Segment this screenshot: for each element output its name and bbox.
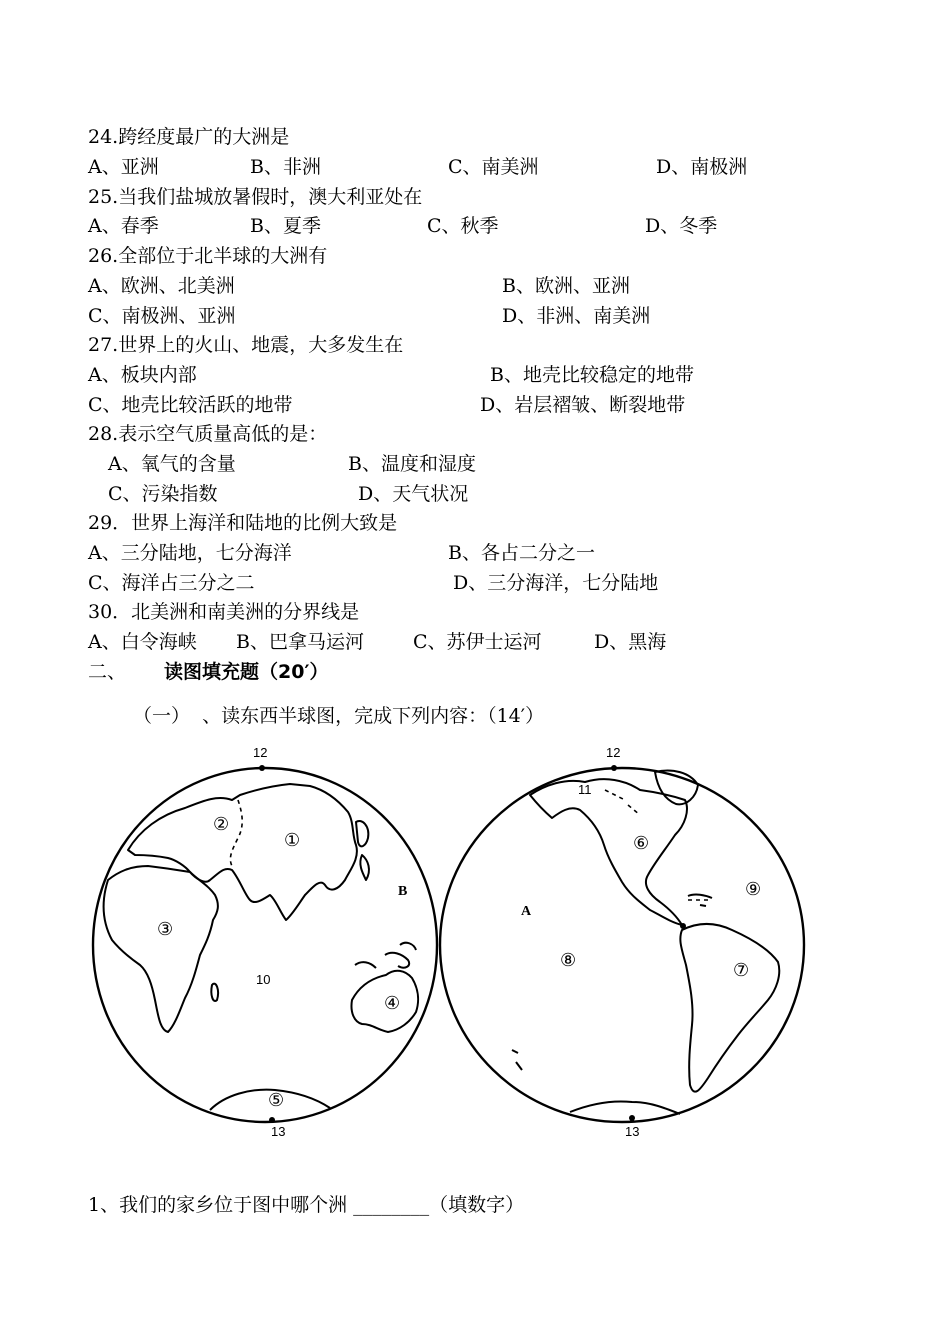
- q28-option-d: D、天气状况: [358, 483, 469, 505]
- kamchatka: [360, 855, 369, 880]
- japan-islands: [356, 821, 368, 846]
- q25-option-c: C、秋季: [427, 215, 499, 237]
- q28-stem: 28.表示空气质量高低的是：: [88, 423, 328, 445]
- antarctica-west: [570, 1101, 680, 1114]
- q29-option-b: B、各占二分之一: [448, 542, 595, 564]
- q24-option-c: C、南美洲: [448, 156, 539, 178]
- q28-option-c: C、污染指数: [108, 483, 218, 505]
- q25-option-d: D、冬季: [645, 215, 718, 237]
- section-title: 读图填充题（20′）: [164, 661, 329, 683]
- label-9: ⑨: [745, 879, 762, 900]
- west-bottom-label: 13: [625, 1124, 640, 1139]
- label-1: ①: [284, 830, 301, 851]
- q29-option-a: A、三分陆地，七分海洋: [88, 542, 292, 564]
- africa-outline: [104, 866, 218, 1032]
- madagascar: [211, 984, 218, 1001]
- q30-stem: 30．北美洲和南美洲的分界线是: [88, 601, 360, 623]
- label-5: ⑤: [268, 1090, 285, 1111]
- q29-stem: 29．世界上海洋和陆地的比例大致是: [88, 512, 398, 534]
- panama-dot: [680, 923, 686, 929]
- subsection-title: （一） 、读东西半球图，完成下列内容：（14′）: [133, 705, 545, 727]
- pacific-islands: [512, 1050, 522, 1070]
- q27-option-c: C、地壳比较活跃的地带: [88, 394, 293, 416]
- q24-option-a: A、亚洲: [88, 156, 159, 178]
- label-3: ③: [157, 919, 174, 940]
- q26-option-d: D、非洲、南美洲: [502, 305, 651, 327]
- label-2: ②: [213, 814, 230, 835]
- q29-option-d: D、三分海洋，七分陆地: [453, 572, 659, 594]
- q27-option-a: A、板块内部: [88, 364, 197, 386]
- q30-option-b: B、巴拿马运河: [236, 631, 364, 653]
- label-4: ④: [384, 993, 401, 1014]
- q26-option-a: A、欧洲、北美洲: [88, 275, 235, 297]
- q24-stem: 24.跨经度最广的大洲是: [88, 126, 290, 148]
- label-6: ⑥: [633, 833, 650, 854]
- east-hemisphere-circle: [93, 768, 437, 1122]
- west-south-pole-dot: [629, 1115, 635, 1121]
- west-top-label: 12: [606, 745, 621, 760]
- section-number: 二、: [88, 661, 127, 683]
- q28-option-b: B、温度和湿度: [348, 453, 476, 475]
- europe-asia-boundary: [230, 800, 242, 866]
- q26-option-b: B、欧洲、亚洲: [502, 275, 630, 297]
- q27-option-b: B、地壳比较稳定的地带: [490, 364, 694, 386]
- q25-option-a: A、春季: [88, 215, 159, 237]
- west-hemisphere-circle: [440, 768, 804, 1122]
- bering-dashed-line: [605, 790, 640, 815]
- q27-stem: 27.世界上的火山、地震，大多发生在: [88, 334, 404, 356]
- north-america-outline: [530, 779, 687, 925]
- q27-option-d: D、岩层褶皱、断裂地带: [480, 394, 686, 416]
- east-top-label: 12: [253, 745, 268, 760]
- south-america-outline: [680, 924, 779, 1092]
- sea-b-label: B: [398, 884, 408, 899]
- q28-option-a: A、氧气的含量: [108, 453, 236, 475]
- west-inner-label: 11: [578, 782, 592, 797]
- q30-option-c: C、苏伊士运河: [413, 631, 542, 653]
- indonesia-islands: [355, 943, 416, 968]
- q25-stem: 25.当我们盐城放暑假时，澳大利亚处在: [88, 186, 423, 208]
- q26-stem: 26.全部位于北半球的大洲有: [88, 245, 328, 267]
- q26-option-c: C、南极洲、亚洲: [88, 305, 236, 327]
- east-north-pole-dot: [259, 765, 265, 771]
- q24-option-d: D、南极洲: [656, 156, 748, 178]
- east-south-pole-dot: [269, 1117, 275, 1123]
- sea-a-label: A: [521, 904, 532, 919]
- q30-option-a: A、白令海峡: [88, 631, 197, 653]
- east-ocean-label: 10: [256, 972, 271, 987]
- q24-option-b: B、非洲: [250, 156, 321, 178]
- east-bottom-label: 13: [271, 1124, 286, 1139]
- west-north-pole-dot: [611, 765, 617, 771]
- label-8: ⑧: [560, 950, 577, 971]
- q30-option-d: D、黑海: [594, 631, 667, 653]
- q25-option-b: B、夏季: [250, 215, 321, 237]
- label-7: ⑦: [733, 960, 750, 981]
- q29-option-c: C、海洋占三分之二: [88, 572, 255, 594]
- fill-question-1: 1、我们的家乡位于图中哪个洲 ________（填数字）: [88, 1194, 525, 1216]
